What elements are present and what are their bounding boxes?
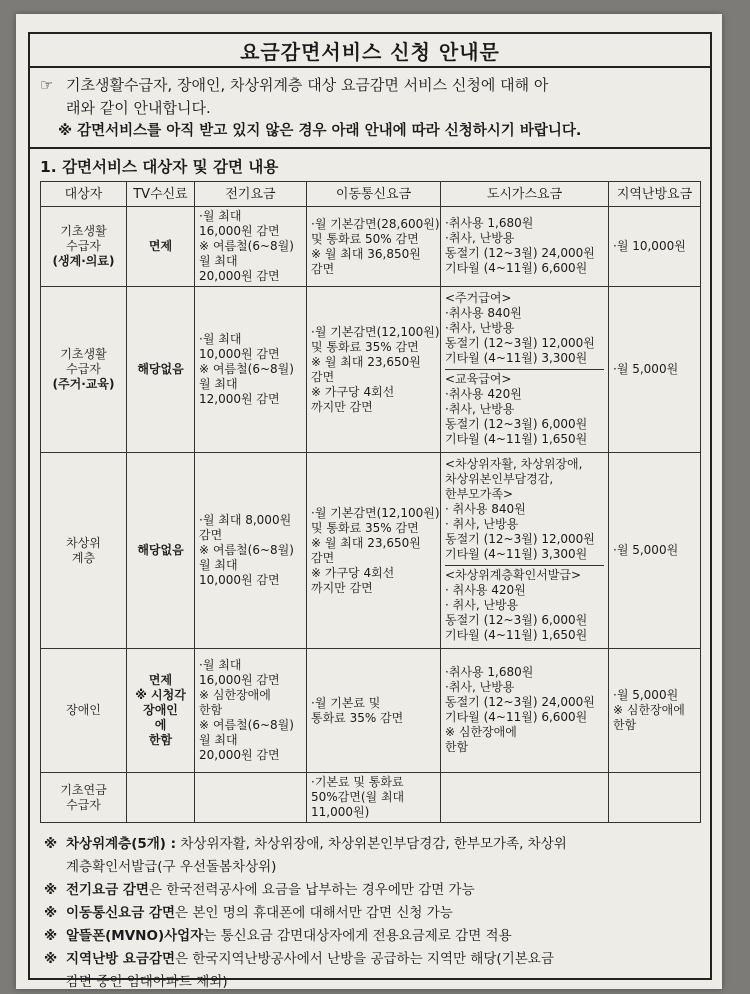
cell-line: ·월 기본감면(12,100원): [311, 324, 440, 339]
cell-line: · 취사용 840원: [445, 502, 526, 516]
cell-line: ※ 월 최대 36,850원: [311, 246, 421, 261]
cell-line: 한함: [199, 703, 223, 717]
cell-line: ·취사, 난방용: [445, 231, 515, 245]
cell-line: 장애인: [66, 703, 101, 717]
reference-mark-icon: ※: [44, 951, 58, 967]
cell-line: 한함: [148, 733, 173, 747]
footnote-text: 은 한국지역난방공사에서 난방을 공급하는 지역만 해당(기본요금: [175, 951, 554, 967]
cell-line: · 취사, 난방용: [445, 517, 519, 531]
cell-line: 16,000원 감면: [199, 224, 280, 238]
cell-line: 기초생활: [60, 347, 107, 361]
table-body: [41, 207, 701, 823]
cell-line: 동절기 (12~3월) 24,000원: [445, 246, 595, 260]
footnote-continuation: 계층확인서발급(구 우선돌봄차상위): [66, 859, 277, 875]
gas-cell: [441, 649, 609, 773]
intro-line-2: 래와 같이 안내합니다.: [66, 99, 211, 117]
cell-line: 기타월 (4~11월) 1,650원: [445, 432, 588, 446]
cell-line: <차상위자활, 차상위장애,: [445, 457, 583, 471]
cell-line: 월 최대: [199, 377, 238, 391]
document-frame: [28, 32, 712, 990]
electric-cell: [195, 207, 307, 287]
cell-line: 기타월 (4~11월) 6,600원: [445, 261, 588, 275]
cell-line: 통화료 35% 감면: [311, 710, 404, 725]
reference-mark-icon: ※: [44, 882, 58, 898]
cell-line: <차상위계층확인서발급>: [445, 568, 582, 582]
cell-line: 기타월 (4~11월) 3,300원: [445, 547, 588, 561]
cell-line: 기타월 (4~11월) 3,300원: [445, 351, 588, 365]
cell-line: 에: [154, 718, 167, 732]
cell-line: 계층: [71, 550, 96, 565]
cell-line: ※ 가구당 4회선: [311, 384, 395, 399]
cell-line: 까지만 감면: [311, 580, 373, 595]
gas-cell: [441, 287, 609, 453]
cell-line: 한함: [613, 718, 637, 732]
footnote-text: 차상위자활, 차상위장애, 차상위본인부담경감, 한부모가족, 차상위: [176, 836, 567, 852]
table-row: [41, 773, 701, 823]
cell-line: ·월 최대: [199, 658, 242, 672]
cell-line: 감면: [199, 528, 223, 542]
table-header-cell: 전기요금: [195, 182, 307, 207]
heating-cell: [609, 207, 701, 287]
cell-line: 한함: [445, 740, 469, 754]
table-header-cell: 이동통신요금: [307, 182, 441, 207]
cell-line: 10,000원 감면: [199, 573, 280, 587]
cell-line: ※ 여름철(6~8월): [199, 362, 294, 376]
cell-line: 동절기 (12~3월) 24,000원: [445, 695, 595, 709]
footnote-text: 은 본인 명의 휴대폰에 대해서만 감면 신청 가능: [175, 905, 453, 921]
cell-line: ·월 기본료 및: [311, 695, 381, 710]
tv-fee-cell: [127, 207, 195, 287]
document-page: [16, 14, 722, 989]
cell-line: ※ 여름철(6~8월): [199, 718, 294, 732]
cell-line: 한부모가족>: [445, 487, 514, 501]
gas-cell: [441, 773, 609, 823]
cell-line: 차상위: [66, 535, 101, 550]
cell-line: ·취사용 1,680원: [445, 665, 534, 679]
electric-cell: [195, 773, 307, 823]
cell-line: 20,000원 감면: [199, 269, 280, 283]
cell-line: 감면: [311, 369, 335, 384]
cell-line: 동절기 (12~3월) 6,000원: [445, 417, 588, 431]
target-cell: [41, 773, 127, 823]
footnote: [44, 833, 700, 879]
tv-fee-cell: [127, 287, 195, 453]
cell-line: 해당없음: [137, 543, 184, 557]
cell-line: ·월 기본감면(12,100원): [311, 505, 440, 520]
cell-line: ·취사용 1,680원: [445, 216, 534, 230]
cell-line: ·월 5,000원: [613, 688, 679, 702]
footnote: [44, 879, 700, 902]
cell-line: 수급자: [66, 797, 101, 812]
footnote: [44, 948, 700, 994]
cell-line: 해당없음: [137, 362, 184, 376]
footnote-heading: 전기요금 감면: [66, 882, 149, 898]
cell-line: ※ 심한장애에: [199, 688, 271, 702]
cell-line: 기초생활: [60, 224, 107, 238]
intro-note: ※ 감면서비스를 아직 받고 있지 않은 경우 아래 안내에 따라 신청하시기 바랍니다.: [58, 123, 582, 139]
target-cell: [41, 287, 127, 453]
cell-line: 및 통화료 35% 감면: [311, 520, 419, 535]
gas-subblock: [445, 663, 604, 758]
table-row: [41, 453, 701, 649]
cell-line: ※ 여름철(6~8월): [199, 543, 294, 557]
mobile-cell: [307, 207, 441, 287]
cell-line: ※ 심한장애에: [613, 703, 685, 717]
cell-line: 수급자: [66, 362, 101, 376]
cell-line: ·월 기본감면(28,600원): [311, 216, 440, 231]
cell-line: 동절기 (12~3월) 6,000원: [445, 613, 588, 627]
cell-line: ·월 5,000원: [613, 543, 679, 557]
cell-line: 월 최대: [199, 558, 238, 572]
cell-line: ·취사, 난방용: [445, 680, 515, 694]
target-cell: [41, 453, 127, 649]
cell-line: 장애인: [143, 703, 178, 717]
tv-fee-cell: [127, 773, 195, 823]
tv-fee-cell: [127, 453, 195, 649]
cell-line: ·월 최대 8,000원: [199, 513, 292, 527]
cell-line: 및 통화료 50% 감면: [311, 231, 419, 246]
reference-mark-icon: ※: [44, 905, 58, 921]
footnote: [44, 925, 700, 948]
reference-mark-icon: ※: [44, 928, 58, 944]
footnote-heading: 이동통신요금 감면: [66, 905, 176, 921]
cell-line: 월 최대: [199, 254, 238, 268]
gas-subblock: [445, 566, 604, 646]
footnotes: [30, 823, 710, 994]
cell-line: 및 통화료 35% 감면: [311, 339, 419, 354]
cell-line: ※ 시청각: [135, 688, 186, 702]
mobile-cell: [307, 287, 441, 453]
cell-line: · 취사, 난방용: [445, 598, 519, 612]
table-row: [41, 649, 701, 773]
section-title: 1. 감면서비스 대상자 및 감면 내용: [40, 158, 279, 176]
cell-line: 면제: [148, 673, 173, 687]
cell-line: ※ 가구당 4회선: [311, 565, 395, 580]
gas-subblock: [445, 289, 604, 370]
mobile-cell: [307, 453, 441, 649]
cell-line: (생계·의료): [52, 254, 115, 268]
footnote-heading: 지역난방 요금감면: [66, 951, 176, 967]
cell-line: ·월 10,000원: [613, 239, 686, 253]
table-row: [41, 287, 701, 453]
gas-subblock: [445, 214, 604, 279]
footnote-heading: 차상위계층(5개) :: [66, 836, 177, 852]
electric-cell: [195, 453, 307, 649]
cell-line: · 취사용 420원: [445, 583, 526, 597]
cell-line: ※ 월 최대 23,650원: [311, 354, 421, 369]
cell-line: 동절기 (12~3월) 12,000원: [445, 336, 595, 350]
cell-line: ·월 최대: [199, 209, 242, 223]
cell-line: 면제: [148, 239, 173, 253]
table-header-cell: 도시가스요금: [441, 182, 609, 207]
mobile-cell: [307, 649, 441, 773]
intro-line-1: ☞ 기초생활수급자, 장애인, 차상위계층 대상 요금감면 서비스 신청에 대해 아: [40, 74, 700, 97]
gas-cell: [441, 207, 609, 287]
heating-cell: [609, 649, 701, 773]
document-title: 요금감면서비스 신청 안내문: [30, 34, 710, 68]
table-row: [41, 207, 701, 287]
footnote-continuation: 감면 중인 임대아파트 제외): [66, 974, 228, 990]
table-header-row: [41, 182, 701, 207]
cell-line: 10,000원 감면: [199, 347, 280, 361]
cell-line: 감면: [311, 550, 335, 565]
footnote-text: 는 통신요금 감면대상자에게 전용요금제로 감면 적용: [203, 928, 512, 944]
cell-line: ·취사용 840원: [445, 306, 522, 320]
cell-line: 동절기 (12~3월) 12,000원: [445, 532, 595, 546]
table-header-cell: 대상자: [41, 182, 127, 207]
cell-line: ·취사용 420원: [445, 387, 522, 401]
gas-subblock: [445, 455, 604, 566]
tv-fee-cell: [127, 649, 195, 773]
cell-line: 월 최대: [199, 733, 238, 747]
pointing-hand-icon: ☞: [40, 76, 54, 94]
cell-line: 기타월 (4~11월) 1,650원: [445, 628, 588, 642]
table-header-cell: TV수신료: [127, 182, 195, 207]
cell-line: 까지만 감면: [311, 399, 373, 414]
cell-line: (주거·교육): [52, 377, 115, 391]
cell-line: 기타월 (4~11월) 6,600원: [445, 710, 588, 724]
cell-line: <주거급여>: [445, 291, 512, 305]
cell-line: ※ 월 최대 23,650원: [311, 535, 421, 550]
cell-line: ·취사, 난방용: [445, 402, 515, 416]
gas-cell: [441, 453, 609, 649]
gas-subblock: [445, 795, 604, 800]
intro: [30, 68, 710, 143]
discount-table: [40, 181, 701, 823]
reference-mark-icon: ※: [44, 836, 58, 852]
cell-line: 차상위본인부담경감,: [445, 472, 554, 486]
cell-line: 16,000원 감면: [199, 673, 280, 687]
table-header-cell: 지역난방요금: [609, 182, 701, 207]
cell-line: ·월 5,000원: [613, 362, 679, 376]
footnote-text: 은 한국전력공사에 요금을 납부하는 경우에만 감면 가능: [148, 882, 475, 898]
cell-line: 감면: [311, 261, 335, 276]
heating-cell: [609, 287, 701, 453]
electric-cell: [195, 287, 307, 453]
cell-line: ·취사, 난방용: [445, 321, 515, 335]
cell-line: 12,000원 감면: [199, 392, 280, 406]
target-cell: [41, 649, 127, 773]
cell-line: 11,000원): [311, 805, 370, 819]
electric-cell: [195, 649, 307, 773]
mobile-cell: [307, 773, 441, 823]
cell-line: 수급자: [66, 239, 101, 253]
target-cell: [41, 207, 127, 287]
heating-cell: [609, 773, 701, 823]
cell-line: ·기본료 및 통화료: [311, 775, 404, 789]
gas-subblock: [445, 370, 604, 450]
cell-line: 기초연금: [60, 782, 107, 797]
heating-cell: [609, 453, 701, 649]
cell-line: <교육급여>: [445, 372, 512, 386]
cell-line: ※ 심한장애에: [445, 725, 517, 739]
footnote-heading: 알뜰폰(MVNO)사업자: [66, 928, 204, 944]
cell-line: ※ 여름철(6~8월): [199, 239, 294, 253]
cell-line: ·월 최대: [199, 332, 242, 346]
cell-line: 20,000원 감면: [199, 748, 280, 762]
cell-line: 50%감면(월 최대: [311, 790, 405, 804]
footnote: [44, 902, 700, 925]
